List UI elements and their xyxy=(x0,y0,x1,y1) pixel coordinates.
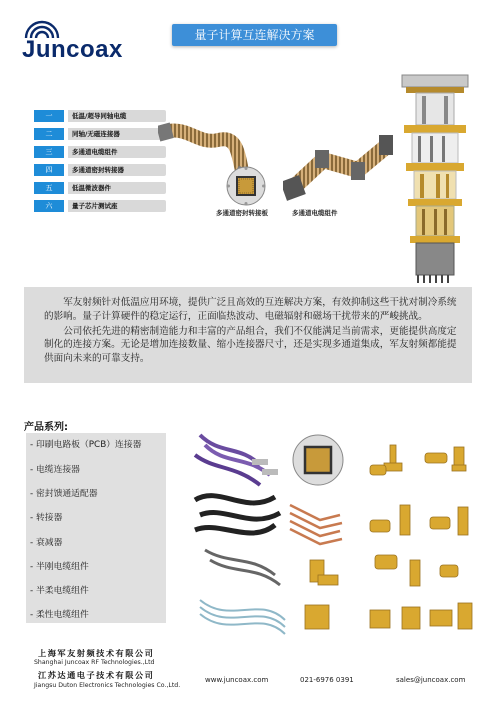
company-name-en-1: Shanghai Juncoax RF Technologies.,Ltd xyxy=(34,659,155,666)
list-label: 同轴/无磁连接器 xyxy=(68,128,166,140)
product-item: - 半刚电缆组件 xyxy=(30,562,89,572)
list-label: 多通道电缆组件 xyxy=(68,146,166,158)
list-number: 六 xyxy=(34,200,64,212)
list-item xyxy=(34,182,166,194)
list-item xyxy=(34,110,166,122)
list-item xyxy=(34,128,166,140)
list-label: 多通道密封转接器 xyxy=(68,164,166,176)
cable-connector-black-image xyxy=(195,496,280,533)
list-number: 一 xyxy=(34,110,64,122)
right-angle-connector-image xyxy=(310,555,458,586)
product-item: - 印刷电路板（PCB）连接器 xyxy=(30,440,142,450)
list-number: 三 xyxy=(34,146,64,158)
products-title: 产品系列: xyxy=(24,422,68,433)
product-item: - 柔性电缆组件 xyxy=(30,610,89,620)
list-label: 低温/超导同轴电缆 xyxy=(68,110,166,122)
description-paragraph-2: 公司依托先进的精密制造能力和丰富的产品组合，我们不仅能满足当前需求，更能提供高度定制化的连接方案。无论是增加连接数量、缩小连接器尺寸，还是实现多通道集成，军友射频都能提供面向未来的可靠支持。 xyxy=(44,325,457,365)
pcb-connector-cable-image xyxy=(195,435,278,485)
caption-cable-assembly: 多通道电缆组件 xyxy=(292,209,338,217)
product-images-grid xyxy=(190,425,480,640)
list-label: 低温微波器件 xyxy=(68,182,166,194)
list-item xyxy=(34,146,166,158)
product-item: - 密封馈通适配器 xyxy=(30,489,98,499)
sealed-adapter-panel-image xyxy=(225,165,267,207)
feature-list xyxy=(34,110,166,218)
pcb-connector-gold-image xyxy=(305,603,472,629)
list-item xyxy=(34,164,166,176)
logo-text: Juncoax xyxy=(22,36,123,63)
website-link[interactable]: www.juncoax.com xyxy=(205,676,269,684)
semi-rigid-cable-image xyxy=(290,505,342,544)
list-item xyxy=(34,200,166,212)
company-name-cn-2: 江苏达通电子技术有限公司 xyxy=(38,670,155,680)
product-item: - 衰减器 xyxy=(30,538,63,548)
rf-connectors-gold-image xyxy=(370,445,466,475)
description-paragraph-1: 军友射频针对低温应用环境，提供广泛且高效的互连解决方案，有效抑制这些干扰对制冷系统的影响。量子计算硬件的稳定运行，正面临热波动、电磁辐射和磁场干扰带来的严峻挑战。 xyxy=(44,297,457,322)
list-number: 五 xyxy=(34,182,64,194)
list-number: 四 xyxy=(34,164,64,176)
company-name-cn-1: 上海军友射频技术有限公司 xyxy=(38,648,155,658)
page-title: 量子计算互连解决方案 xyxy=(172,24,337,46)
cryostat-image xyxy=(392,70,478,285)
list-number: 二 xyxy=(34,128,64,140)
semi-flexible-cable-image xyxy=(205,550,280,585)
multichannel-cable-image xyxy=(283,130,395,205)
product-item: - 半柔电缆组件 xyxy=(30,586,89,596)
phone-number: 021-6976 0391 xyxy=(300,676,354,684)
email-link[interactable]: sales@juncoax.com xyxy=(396,676,466,684)
sealed-feedthrough-image xyxy=(293,435,343,485)
flexible-cable-image xyxy=(200,600,285,634)
description-text xyxy=(44,296,462,367)
product-item: - 转接器 xyxy=(30,513,63,523)
list-label: 量子芯片测试座 xyxy=(68,200,166,212)
company-name-en-2: Jiangsu Duton Electronics Technologies Co.,Ltd. xyxy=(34,682,181,689)
adapter-attenuator-image xyxy=(370,505,468,535)
product-item: - 电缆连接器 xyxy=(30,465,80,475)
caption-sealed-panel: 多通道密封转接板 xyxy=(216,209,268,217)
